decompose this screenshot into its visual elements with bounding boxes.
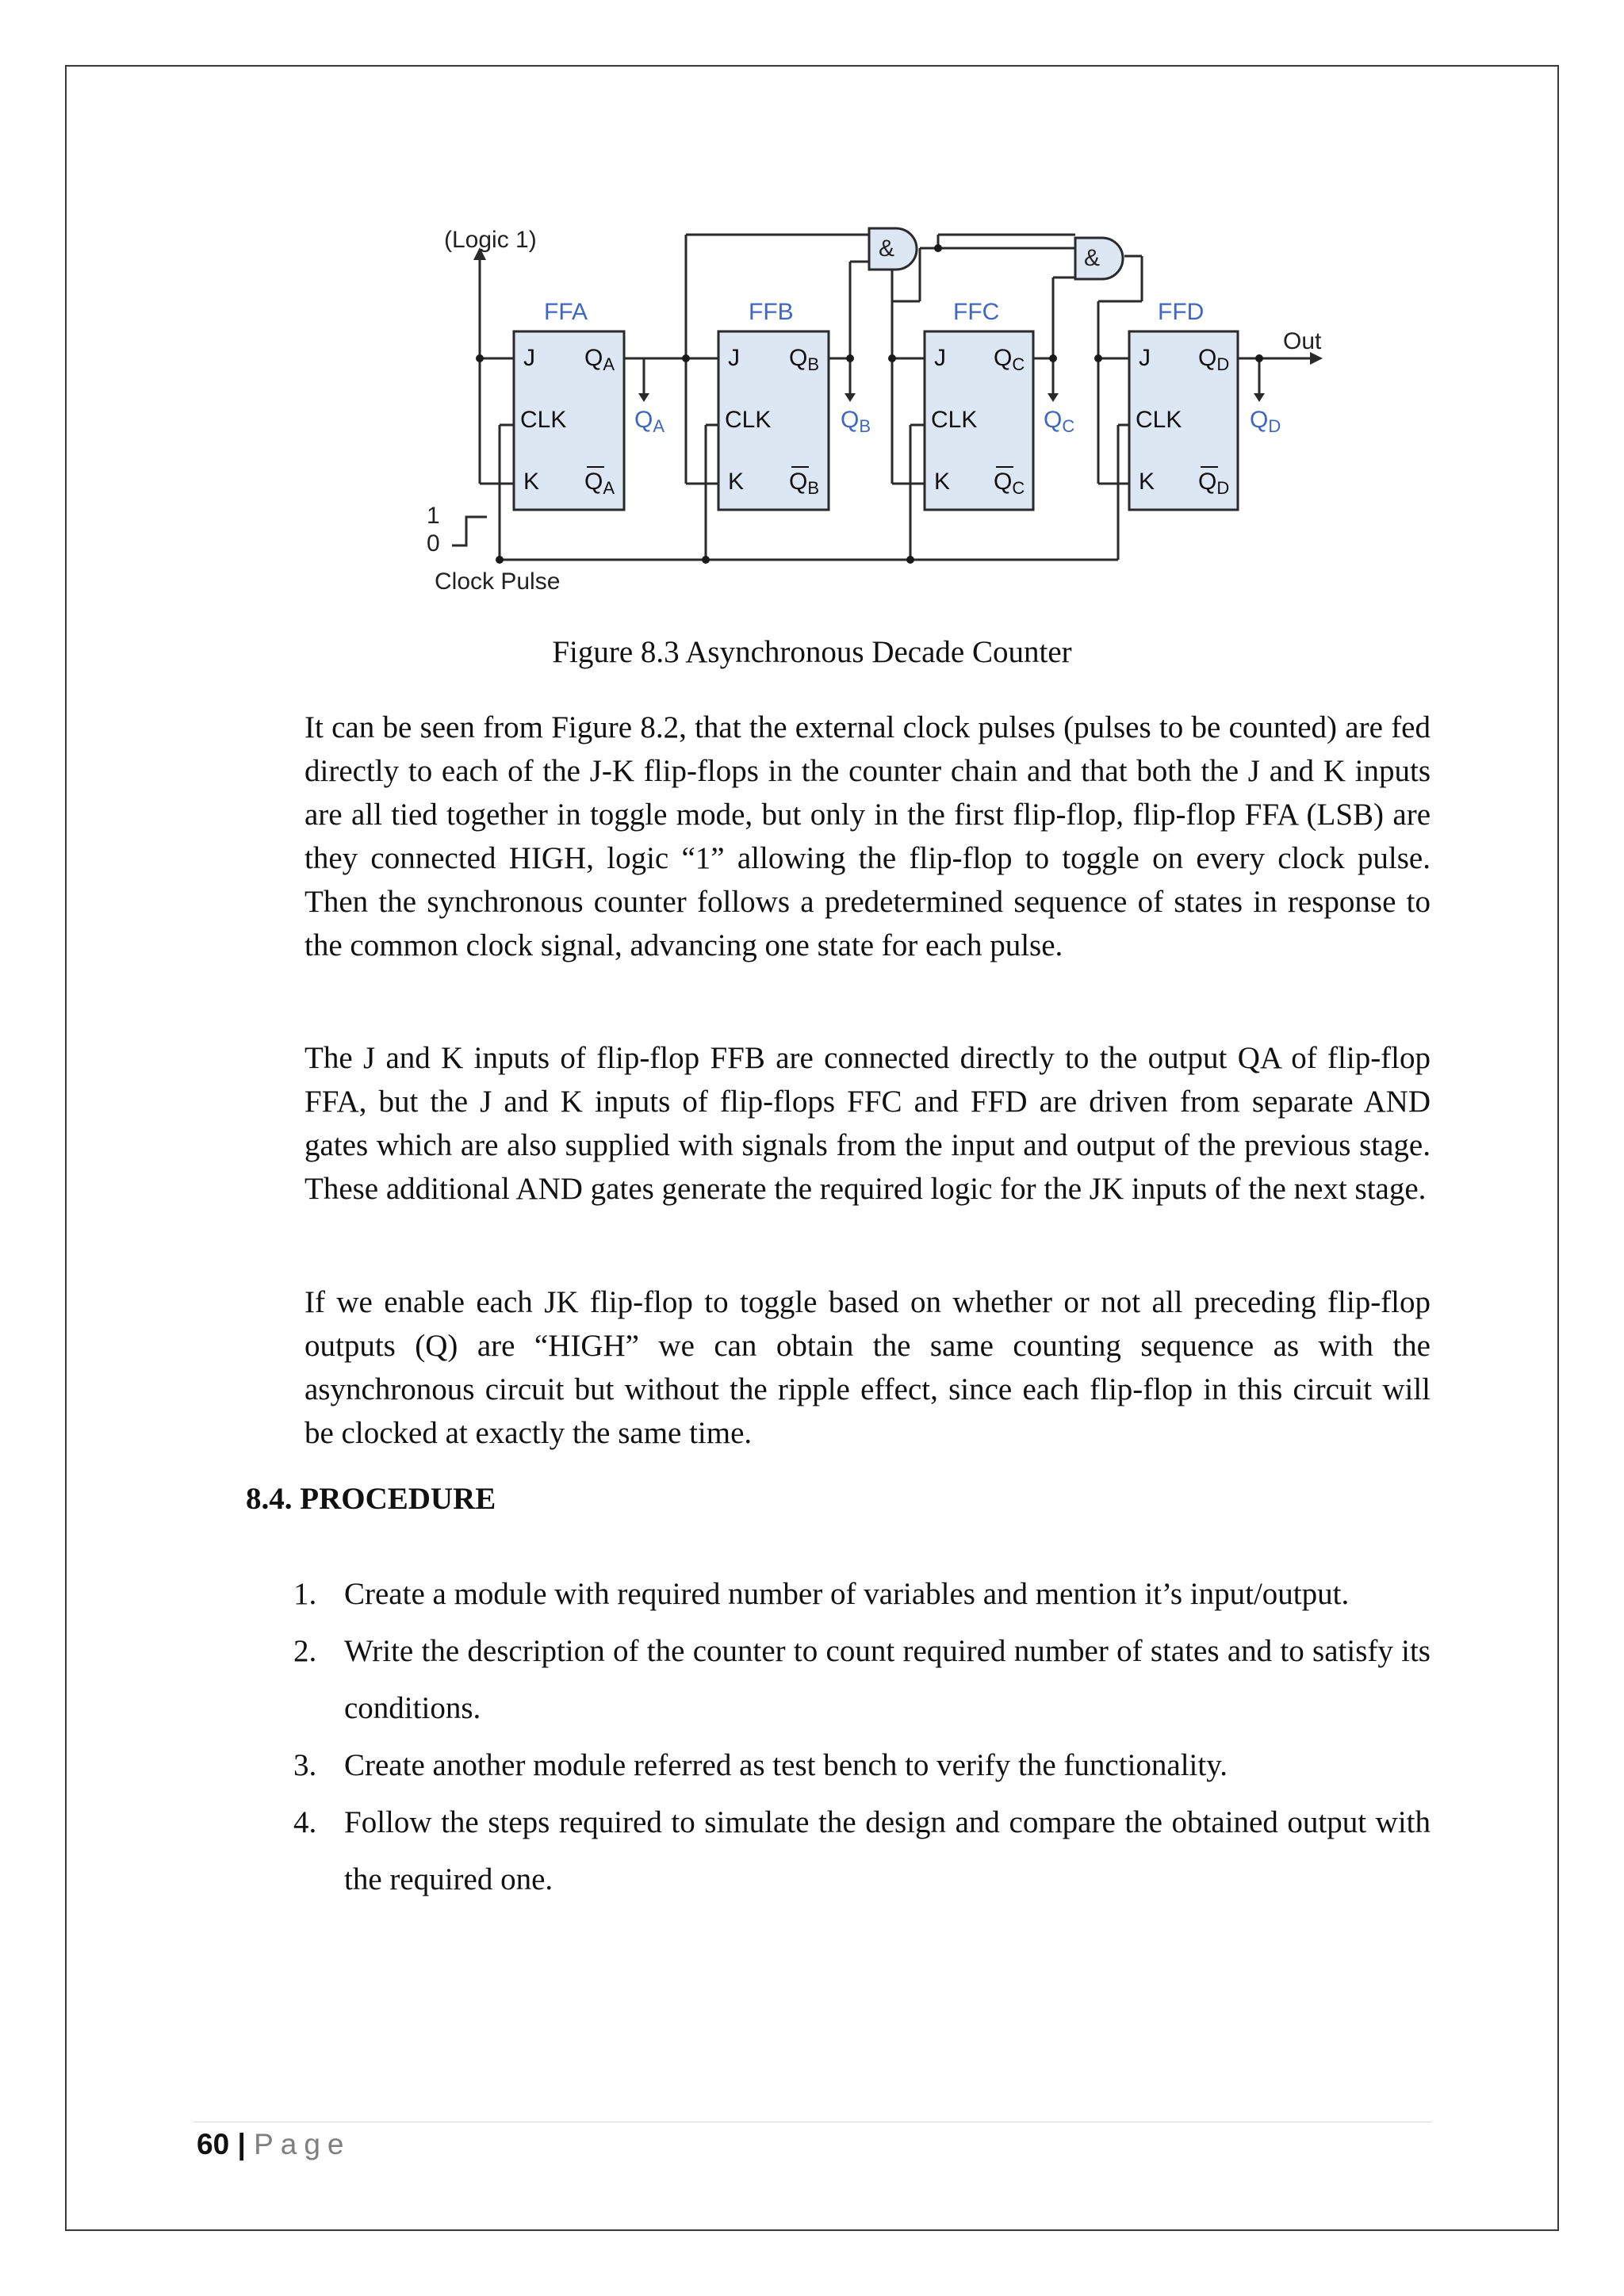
list-item-number: 4. [293,1805,317,1839]
ffc-qbar-pin: $Q_C$ [994,469,1025,498]
ffd-k-pin: K [1139,469,1155,495]
list-item-number: 2. [293,1634,317,1668]
ffa-j-pin: J [523,345,535,371]
paragraph-3: If we enable each JK flip-flop to toggle based on whether or not all preceding flip-flop outputs (Q) are “HIGH” we can obtain the same counting sequence as with the asynchronous circuit but without the ripple effect, since each flip-flop in this circuit will be clocked at exactly the same time. [304,1285,1431,1450]
ffa-label: FFA [544,299,588,325]
qc-output-label: $Q_C$ [1044,407,1075,436]
page-number: 60 [197,2128,230,2160]
ffa-qbar-pin: $Q_A$ [584,469,615,498]
list-item [293,1794,1431,1908]
ffa-clk-pin: CLK [520,407,567,433]
pulse-low-label: 0 [427,530,440,557]
ffa-k-pin: K [523,469,540,495]
section-heading: 8.4. PROCEDURE [246,1482,496,1516]
ffc-k-pin: K [934,469,951,495]
ffb-label: FFB [749,299,794,325]
ffb-clk-pin: CLK [725,407,772,433]
ffd-label: FFD [1158,299,1205,325]
qb-output-label: $Q_B$ [841,407,871,436]
ffc-q-pin: $Q_C$ [994,345,1025,374]
paragraph-1: It can be seen from Figure 8.2, that the external clock pulses (pulses to be counted) are fed directly to each of the J-K flip-flops in the counter chain and that both the J and K inputs are all tied together in toggle mode, but only in the first flip-flop, flip-flop FFA (LSB) are they connected HIGH, logic “1” allowing the flip-flop to toggle on every clock pulse. Then the synchronous counter follows a predetermined sequence of states in response to the common clock signal, advancing one state for each pulse. [304,710,1431,962]
logic-1-label: (Logic 1) [444,227,537,253]
and-gate-1-symbol: & [879,235,895,262]
ffc-clk-pin: CLK [931,407,978,433]
ffb-qbar-pin: $Q_B$ [789,469,820,498]
ffd-clk-pin: CLK [1136,407,1182,433]
procedure-list [293,1566,1431,1908]
ffb-k-pin: K [728,469,745,495]
figure-caption: Figure 8.3 Asynchronous Decade Counter [552,635,1072,669]
list-item [293,1737,1431,1794]
list-item [293,1623,1431,1737]
ffa-q-pin: $Q_A$ [584,345,615,374]
and-gate-2-symbol: & [1084,245,1101,271]
list-item-number: 1. [293,1577,317,1611]
pulse-high-label: 1 [427,503,440,529]
ffc-label: FFC [953,299,1000,325]
ffd-j-pin: J [1139,345,1151,371]
list-item-text: Write the description of the counter to count required number of states and to satisfy its conditions. [344,1634,1431,1725]
list-item [293,1566,1431,1623]
qa-output-label: $Q_A$ [634,407,665,436]
page-word: Page [254,2128,351,2160]
ffb-j-pin: J [728,345,740,371]
list-item-text: Follow the steps required to simulate the design and compare the obtained output with the required one. [344,1805,1431,1896]
list-item-number: 3. [293,1748,317,1782]
ffc-j-pin: J [934,345,946,371]
clock-pulse-label: Clock Pulse [435,568,561,595]
ffb-q-pin: $Q_B$ [789,345,820,374]
list-item-text: Create a module with required number of variables and mention it’s input/output. [344,1577,1350,1611]
circuit-diagram [412,214,1348,603]
list-item-text: Create another module referred as test bench to verify the functionality. [344,1748,1228,1782]
paragraph-2: The J and K inputs of flip-flop FFB are connected directly to the output QA of flip-flop FFA, but the J and K inputs of flip-flops FFC and FFD are driven from separate AND gates which are also supplied with signals from the input and output of the previous stage. These additional AND gates generate the required logic for the JK inputs of the next stage. [304,1041,1431,1206]
qd-output-label: $Q_D$ [1250,407,1281,436]
decade-counter-figure [412,214,1348,603]
ffd-q-pin: $Q_D$ [1198,345,1230,374]
page-footer [197,2128,351,2161]
out-label: Out [1283,328,1322,354]
footer-separator: | [237,2128,246,2160]
ffd-qbar-pin: $Q_D$ [1198,469,1230,498]
